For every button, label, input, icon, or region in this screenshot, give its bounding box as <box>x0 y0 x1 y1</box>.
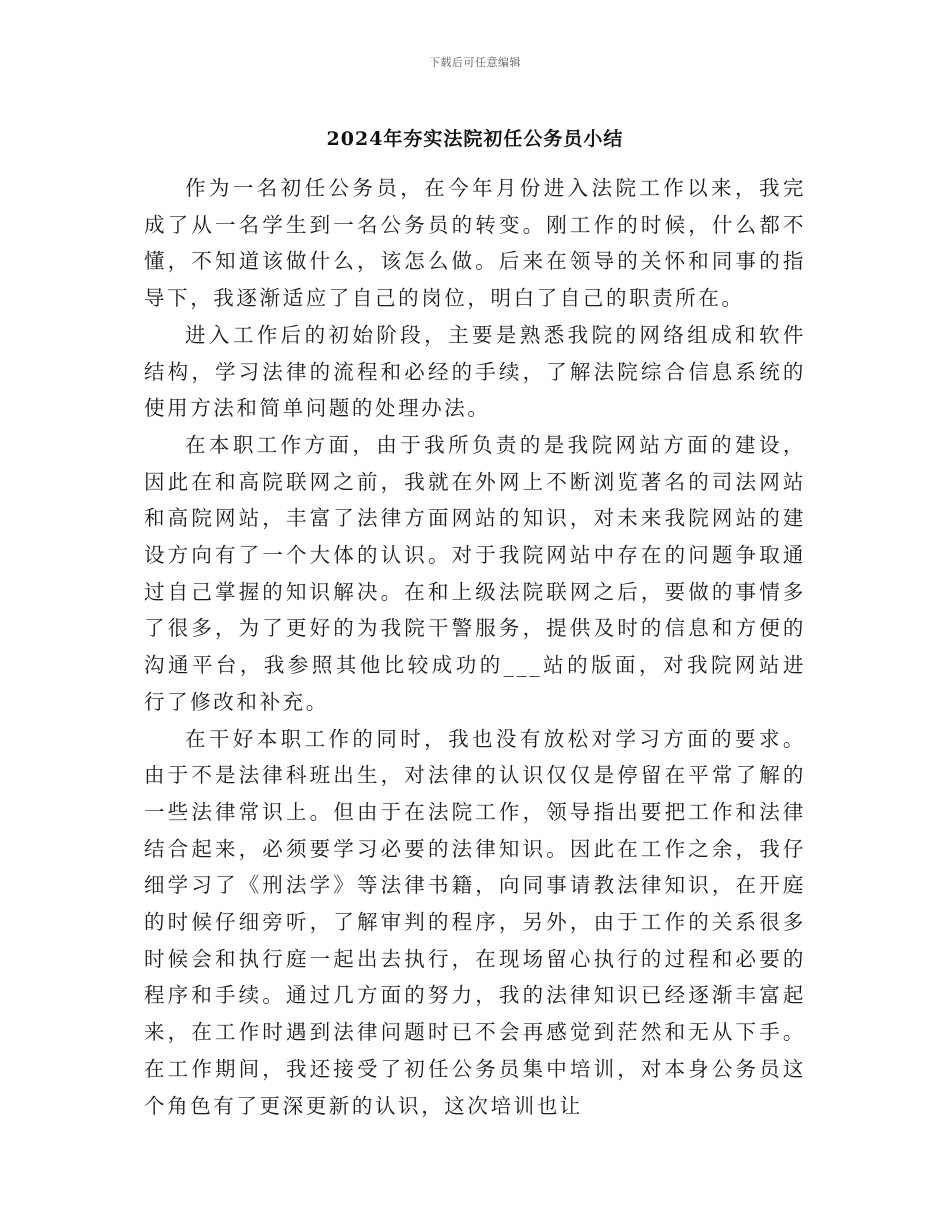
header-note: 下载后可任意编辑 <box>429 56 521 69</box>
paragraph-1: 作为一名初任公务员，在今年月份进入法院工作以来，我完成了从一名学生到一名公务员的转变。刚工作的时候，什么都不懂，不知道该做什么，该怎么做。后来在领导的关怀和同事的指导下，我逐渐适应了自己的岗位，明白了自己的职责所在。 <box>144 176 806 311</box>
paragraph-3: 在本职工作方面，由于我所负责的是我院网站方面的建设，因此在和高院联网之前，我就在外网上不断浏览著名的司法网站和高院网站，丰富了法律方面网站的知识，对未来我院网站的建设方向有了一个大体的认识。对于我院网站中存在的问题争取通过自己掌握的知识解决。在和上级法院联网之后，要做的事情多了很多，为了更好的为我院干警服务，提供及时的信息和方便的沟通平台，我参照其他比较成功的___站的版面，对我院网站进行了修改和补充。 <box>144 432 806 714</box>
paragraph-4: 在干好本职工作的同时，我也没有放松对学习方面的要求。由于不是法律科班出生，对法律的认识仅仅是停留在平常了解的一些法律常识上。但由于在法院工作，领导指出要把工作和法律结合起来，必须要学习必要的法律知识。因此在工作之余，我仔细学习了《刑法学》等法律书籍，向同事请教法律知识，在开庭的时候仔细旁听，了解审判的程序，另外，由于工作的关系很多时候会和执行庭一起出去执行，在现场留心执行的过程和必要的程序和手续。通过几方面的努力，我的法律知识已经逐渐丰富起来，在工作时遇到法律问题时已不会再感觉到茫然和无从下手。在工作期间，我还接受了初任公务员集中培训，对本身公务员这个角色有了更深更新的认识，这次培训也让 <box>144 726 806 1118</box>
paragraph-2: 进入工作后的初始阶段，主要是熟悉我院的网络组成和软件结构，学习法律的流程和必经的手续，了解法院综合信息系统的使用方法和简单问题的处理办法。 <box>144 322 806 421</box>
document-title: 2024年夯实法院初任公务员小结 <box>326 128 624 150</box>
document-body <box>144 170 806 1124</box>
